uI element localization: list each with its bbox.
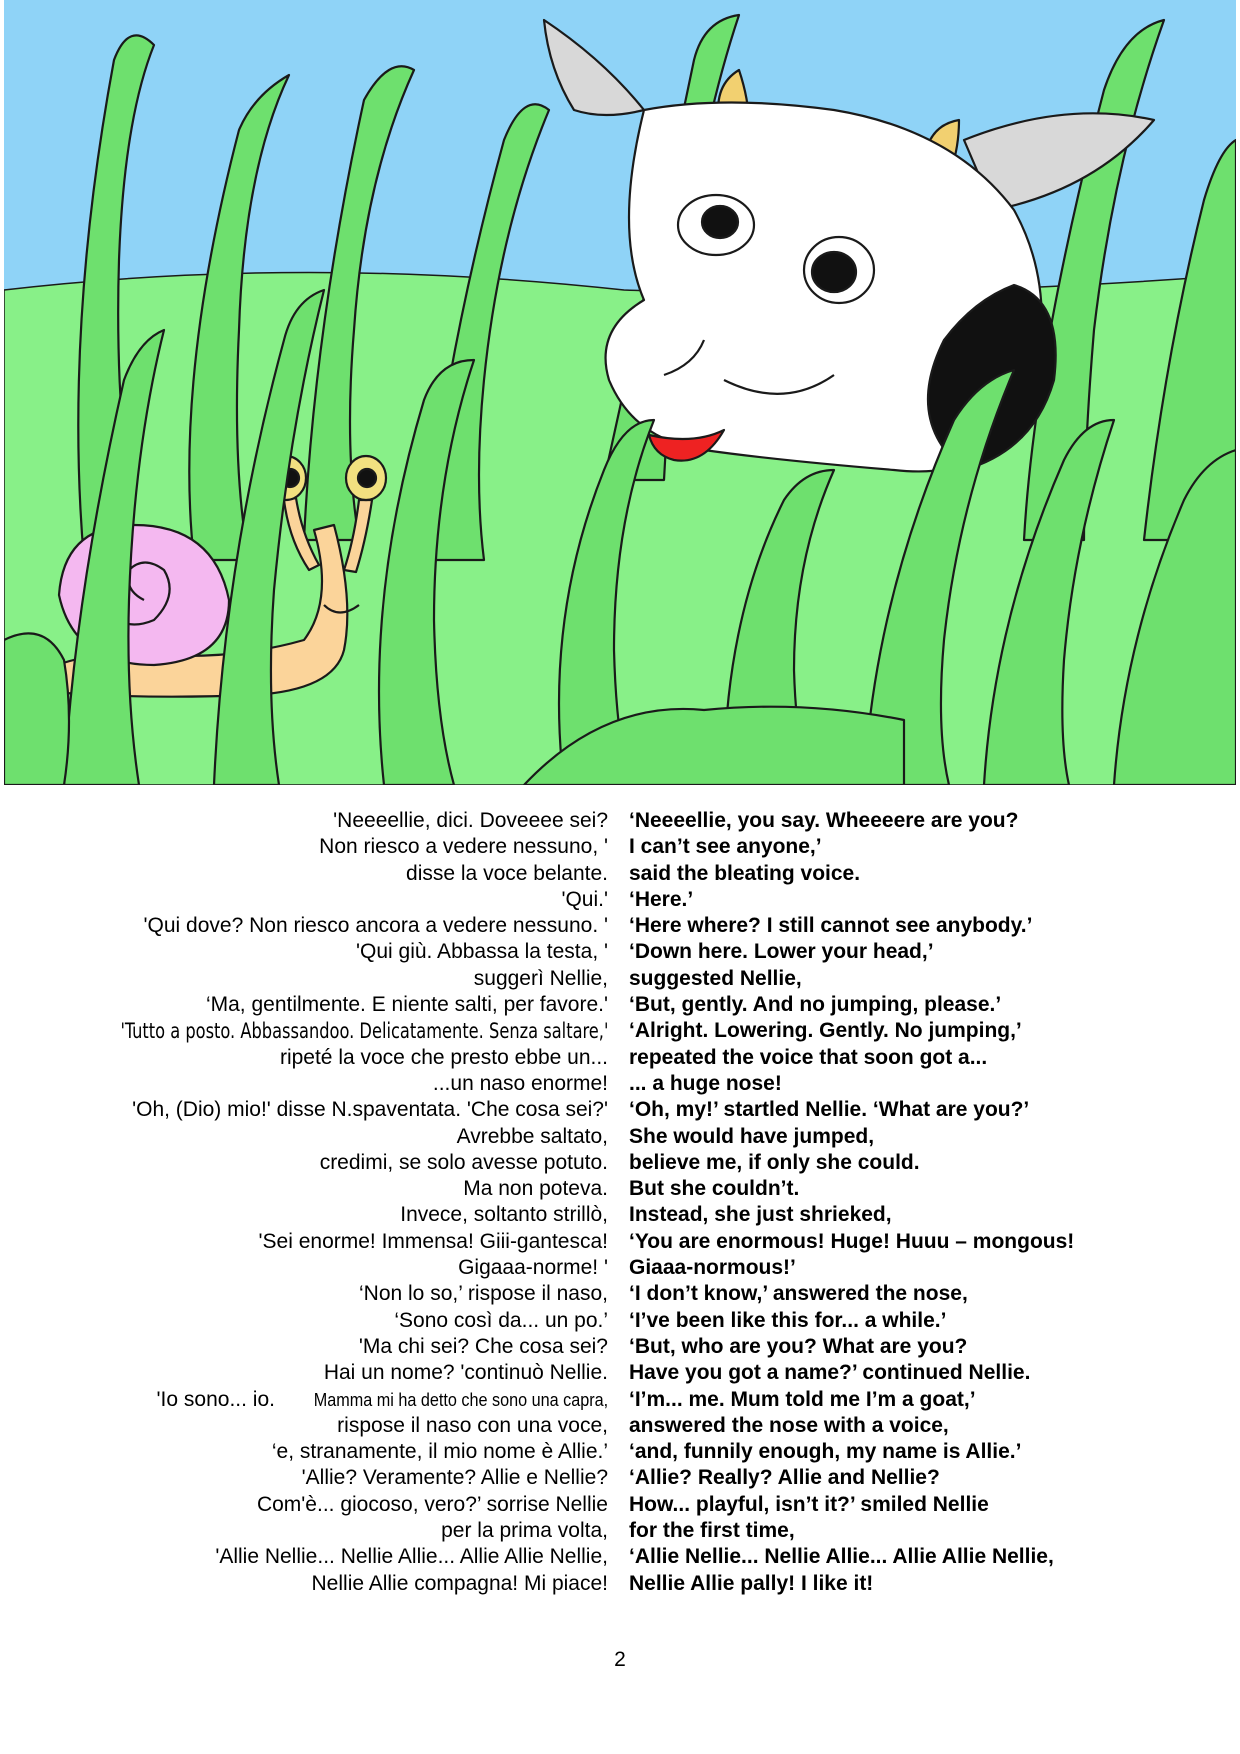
page-number: 2 [614,1648,626,1671]
italian-line: Ma non poteva. [463,1177,608,1201]
italian-line: ‘e, stranamente, il mio nome è Allie.’ [271,1440,608,1464]
text-line-5 [0,913,1240,939]
text-line-29 [0,1544,1240,1570]
english-line: Giaaa-normous!’ [629,1256,796,1280]
english-line: ‘But, gently. And no jumping, please.’ [629,993,1002,1017]
english-line: ‘I’ve been like this for... a while.’ [629,1308,947,1332]
text-line-20 [0,1308,1240,1334]
english-line: But she couldn’t. [629,1177,800,1201]
text-line-28 [0,1518,1240,1544]
english-line: repeated the voice that soon got a... [629,1045,988,1069]
text-line-1 [0,808,1240,834]
italian-line: Invece, soltanto strillò, [400,1203,608,1227]
english-line: ‘Down here. Lower your head,’ [629,940,934,964]
italian-line: Com'è... giocoso, vero?’ sorrise Nellie [256,1492,608,1516]
english-line: Have you got a name?’ continued Nellie. [629,1361,1031,1385]
italian-line: ‘Non lo so,’ rispose il naso, [358,1282,608,1306]
italian-line-small: Mamma mi ha detto che sono una capra, [313,1389,608,1410]
text-line-22 [0,1360,1240,1386]
text-line-3 [0,861,1240,887]
text-line-17 [0,1229,1240,1255]
text-line-10 [0,1045,1240,1071]
text-line-2 [0,834,1240,860]
text-line-26 [0,1465,1240,1491]
italian-line-start: 'Io sono... io. [156,1387,275,1411]
italian-line: per la prima volta, [441,1519,608,1543]
text-line-30 [0,1571,1240,1597]
italian-line [157,1387,608,1413]
english-line: suggested Nellie, [629,966,802,990]
english-line: How... playful, isn’t it?’ smiled Nellie [629,1492,989,1516]
text-line-8 [0,992,1240,1018]
italian-line: 'Allie Nellie... Nellie Allie... Allie Allie Nellie, [215,1545,608,1569]
text-line-7 [0,966,1240,992]
english-line: ‘Oh, my!’ startled Nellie. ‘What are you?’ [629,1098,1030,1122]
english-line: ‘Here.’ [629,887,694,911]
text-line-12 [0,1097,1240,1123]
text-line-18 [0,1255,1240,1281]
italian-line: Gigaaa-norme! ' [458,1256,608,1280]
bilingual-text [0,808,1240,1597]
text-line-19 [0,1281,1240,1307]
italian-line: credimi, se solo avesse potuto. [319,1150,608,1174]
italian-line: Hai un nome? 'continuò Nellie. [323,1361,608,1385]
english-line: ‘I’m... me. Mum told me I’m a goat,’ [629,1387,976,1411]
italian-line: 'Ma chi sei? Che cosa sei? [358,1334,608,1358]
text-line-23 [0,1387,1240,1413]
text-line-27 [0,1492,1240,1518]
english-line: ‘Neeeellie, you say. Wheeeere are you? [629,809,1019,832]
english-line: ‘Allie Nellie... Nellie Allie... Allie Allie Nellie, [629,1545,1054,1569]
english-line: I can’t see anyone,’ [629,835,822,859]
italian-line: 'Neeeellie, dici. Doveeee sei? [333,809,608,832]
italian-line: 'Sei enorme! Immensa! Giii-gantesca! [258,1229,608,1253]
italian-line: ripeté la voce che presto ebbe un... [279,1045,608,1069]
text-line-16 [0,1202,1240,1228]
text-line-15 [0,1176,1240,1202]
italian-line: 'Qui dove? Non riesco ancora a vedere nessuno. ' [143,914,608,938]
text-line-13 [0,1124,1240,1150]
text-line-6 [0,939,1240,965]
english-line: believe me, if only she could. [629,1150,920,1174]
italian-line: ‘Sono così da... un po.’ [394,1308,608,1332]
english-line: ‘and, funnily enough, my name is Allie.’ [629,1440,1022,1464]
illustration-snail-and-goat [4,0,1236,785]
english-line: Instead, she just shrieked, [629,1203,892,1227]
italian-line: 'Qui giù. Abbassa la testa, ' [356,940,608,964]
english-line: ‘I don’t know,’ answered the nose, [629,1282,968,1306]
english-line: for the first time, [629,1519,795,1543]
english-line: She would have jumped, [629,1124,875,1148]
italian-line: suggerì Nellie, [473,966,608,990]
english-line: answered the nose with a voice, [629,1413,949,1437]
text-line-11 [0,1071,1240,1097]
text-line-9 [0,1018,1240,1044]
text-line-21 [0,1334,1240,1360]
text-line-4 [0,887,1240,913]
italian-line: 'Tutto a posto. Abbassandoo. Delicatamente. Senza saltare,' [120,1019,608,1044]
english-line: said the bleating voice. [629,861,861,885]
english-line: ‘Alright. Lowering. Gently. No jumping,’ [629,1019,1022,1043]
italian-line: 'Qui.' [561,887,608,911]
italian-line: Non riesco a vedere nessuno, ' [319,835,608,859]
italian-line: 'Oh, (Dio) mio!' disse N.spaventata. 'Che cosa sei?' [132,1098,608,1122]
italian-line: Nellie Allie compagna! Mi piace! [311,1571,608,1595]
english-line: ‘Here where? I still cannot see anybody.’ [629,914,1033,938]
english-line: ... a huge nose! [629,1071,782,1095]
english-line: Nellie Allie pally! I like it! [629,1571,874,1595]
text-line-25 [0,1439,1240,1465]
text-line-24 [0,1413,1240,1439]
english-line: ‘Allie? Really? Allie and Nellie? [629,1466,940,1490]
italian-line: disse la voce belante. [406,861,608,885]
text-line-14 [0,1150,1240,1176]
italian-line: rispose il naso con una voce, [337,1413,608,1437]
italian-line: Avrebbe saltato, [456,1124,608,1148]
italian-line: 'Allie? Veramente? Allie e Nellie? [301,1466,608,1490]
italian-line: ...un naso enorme! [432,1071,608,1095]
english-line: ‘You are enormous! Huge! Huuu – mongous! [629,1229,1075,1253]
english-line: ‘But, who are you? What are you? [629,1334,968,1358]
italian-line: ‘Ma, gentilmente. E niente salti, per favore.' [205,993,608,1017]
